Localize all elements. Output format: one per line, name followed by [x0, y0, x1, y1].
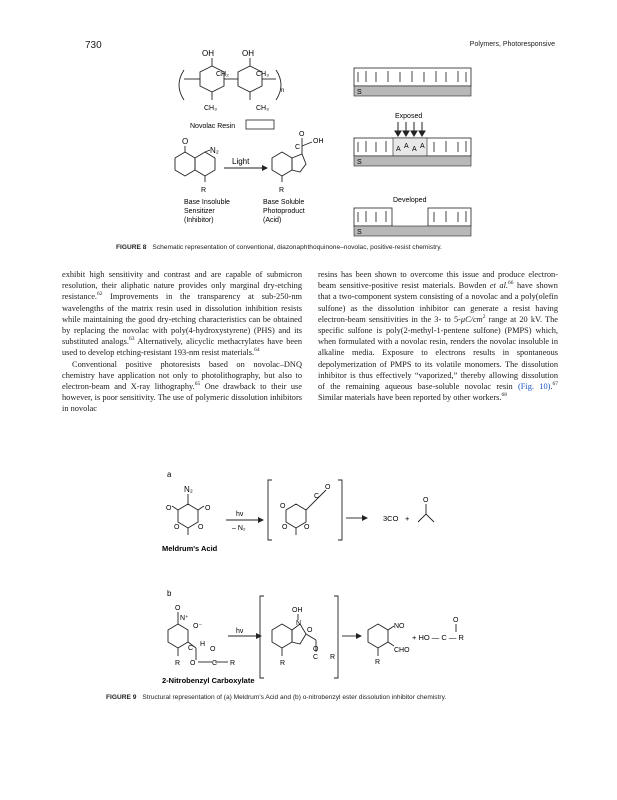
arrow-b2-head	[356, 633, 362, 639]
right-caption-3: (Acid)	[263, 217, 282, 224]
p3-text-e: Similar materials have been reported by other workers.	[318, 393, 502, 403]
nitro-o-carbonyl: O	[210, 646, 216, 653]
nitro-nplus: N⁺	[180, 615, 189, 622]
acid-oh: OH	[313, 138, 324, 145]
hv-b: hν	[236, 628, 244, 635]
figure-8-label: FIGURE 8	[116, 244, 147, 251]
intermediate-n: N	[296, 620, 302, 627]
nitroso-no: NO	[394, 623, 405, 630]
nitrobenzyl-structure	[168, 612, 228, 662]
bracket-a-right	[338, 480, 342, 540]
co-product: 3CO	[383, 514, 399, 523]
acid-marker-3: A	[412, 146, 417, 153]
nitro-c-ester: C	[212, 660, 218, 667]
running-title: Polymers, Photoresponsive	[469, 41, 555, 48]
bracket-a-left	[268, 480, 272, 540]
left-caption-3: (Inhibitor)	[184, 217, 214, 224]
nitroso-r: R	[375, 659, 381, 666]
novolac-label: Novolac Resin	[190, 123, 236, 130]
meldrum-o-1: O	[166, 505, 172, 512]
nitro-ominus: O⁻	[193, 623, 203, 630]
plus-sign: +	[405, 514, 410, 523]
ketene-o-1: O	[280, 503, 286, 510]
arrow-a2-head	[362, 515, 368, 521]
p3-text-c: range at 20 kV. The specific sulfone is poly(2-methyl-1-pentene sulfone) (PMPS) which, when formulated with a novolac resin, renders the novolac insoluble in alkaline media. Exposure to electrons results in spontaneous depolymerization of PMPS to its volatile monomers. The dissolution inhibitor is thus effectively “vaporized,” thereby allowing dissolution of the remaining aqueous base-soluble novolac resin	[318, 314, 558, 392]
intermediate-oh: OH	[292, 607, 303, 614]
acid-marker-2: A	[404, 143, 409, 150]
ch3-label-3: CH₃	[256, 105, 269, 112]
meldrum-o-3: O	[174, 524, 180, 531]
meldrum-label: Meldrum's Acid	[162, 544, 218, 553]
ketene-o-2: O	[325, 484, 331, 491]
oh-label-2: OH	[242, 49, 254, 58]
ref-65: 65	[194, 381, 201, 388]
bracket-b-right	[334, 596, 338, 678]
substrate-2: S	[357, 159, 362, 166]
p1-text-a: exhibit high sensitivity and contrast and are capable of submicron resolution, their aliphatic nature provides only marginal dry-etching resistance.	[62, 270, 302, 302]
intermediate-c: C	[313, 654, 319, 661]
oh-label-1: OH	[202, 49, 214, 58]
arrow-b-head	[256, 633, 262, 639]
dnq-o: O	[182, 137, 189, 146]
nitroso-aldehyde-structure	[368, 624, 394, 656]
p1-text-b: Improvements in the transparency at sub-250-nm wavelengths of the matrix resin used in dissolution inhibition resists while maintaining the good dry-etching characteristics can be obtained by replacing the novolac with poly(4-hydroxystyrene) (PHS) and its substituted analogs.	[62, 292, 302, 347]
ref-67: 67	[552, 381, 558, 388]
ref-64: 64	[254, 347, 260, 354]
bracket-b-left	[260, 596, 264, 678]
r-left: R	[201, 187, 207, 194]
ketene-c: C	[314, 493, 320, 500]
ketene-o-3: O	[282, 524, 288, 531]
arrow-a-head	[258, 517, 264, 523]
nitro-r-ring: R	[175, 660, 181, 667]
figure-10-link[interactable]: (Fig. 10)	[517, 382, 551, 392]
nitro-c: C	[188, 645, 194, 652]
intermediate-r-ring: R	[280, 660, 286, 667]
acid-marker-1: A	[396, 146, 401, 153]
ref-62: 62	[96, 291, 103, 298]
et-al: et al.	[489, 281, 508, 291]
minus-n2: – N₂	[232, 525, 246, 532]
figure-8-caption-text: Schematic representation of conventional, diazonaphthoquinone–novolac, positive-resist chemistry.	[152, 244, 442, 251]
ref-63: 63	[129, 336, 135, 343]
substrate-3: S	[357, 229, 362, 236]
exposed-label: Exposed	[395, 113, 423, 120]
acid-product: + HO — C — R	[412, 633, 464, 642]
aldehyde-cho: CHO	[394, 647, 410, 654]
nitro-o-top: O	[175, 605, 181, 612]
hv-a: hν	[236, 511, 244, 518]
panel-b-label: b	[167, 589, 172, 598]
right-caption-1: Base Soluble	[263, 199, 305, 206]
intermediate-o-2: O	[313, 646, 319, 653]
acid-o: O	[299, 131, 305, 138]
intermediate-o: O	[307, 627, 313, 634]
nitro-r-ester: R	[230, 660, 236, 667]
acetone-structure	[418, 504, 434, 522]
acid-product-o: O	[453, 617, 459, 624]
acid-c: C	[295, 144, 301, 151]
page-number: 730	[85, 40, 102, 51]
p3-text-b: have shown that a two-component system consisting of a novolac and a poly(olefin sulfone) as the dissolution inhibitor can generate a resist having electron-beam sensitivities in the 3- to 5-	[318, 281, 558, 324]
nitro-h: H	[200, 641, 206, 648]
r-right: R	[279, 187, 285, 194]
ch3-label-2: CH₃	[204, 105, 217, 112]
developed-label: Developed	[393, 197, 427, 204]
acid-marker-4: A	[420, 143, 425, 150]
figure-9-label: FIGURE 9	[106, 694, 137, 701]
ch2-label: CH₂	[216, 71, 229, 78]
acetone-o: O	[423, 497, 429, 504]
dnq-n2: N₂	[210, 146, 219, 155]
meldrum-n2: N₂	[184, 485, 193, 494]
light-label: Light	[232, 157, 250, 166]
p2-text-a: Conventional positive photoresists based on novolac–DNQ chemistry have application not only to photolithography, but also to electron-beam and X-ray lithography.	[62, 359, 302, 392]
nitro-label: 2-Nitrobenzyl Carboxylate	[162, 676, 255, 685]
intermediate-r: R	[330, 654, 336, 661]
unit-superscript: 2	[482, 314, 486, 321]
unit-text: μC/cm	[460, 314, 483, 324]
meldrum-o-4: O	[198, 524, 204, 531]
left-caption-2: Sensitizer	[184, 208, 215, 215]
p3-text-d: .	[550, 382, 553, 392]
figure-9-caption	[106, 694, 446, 701]
nitro-o-ester: O	[190, 660, 196, 667]
left-caption-1: Base Insoluble	[184, 199, 230, 206]
p2-text-b: One drawback to their use however, is poor sensitivity. The use of polymeric dissolution inhibitors in novolac	[62, 382, 302, 414]
substrate-1: S	[357, 89, 362, 96]
figure-9-caption-text: Structural representation of (a) Meldrum's Acid and (b) o-nitrobenzyl ester dissolution inhibitor chemistry.	[142, 694, 447, 701]
p3-text-a: resins has been shown to overcome this issue and produce electron-beam sensitive-positive resist materials. Bowden	[318, 270, 558, 291]
intermediate-structure	[272, 614, 316, 656]
ch3-label-1: CH₃	[256, 71, 269, 78]
right-caption-2: Photoproduct	[263, 208, 305, 215]
subscript-n: n	[281, 88, 285, 94]
ketene-o-4: O	[304, 524, 310, 531]
ref-68: 68	[501, 392, 507, 399]
meldrum-o-2: O	[205, 505, 211, 512]
panel-a-label: a	[167, 470, 172, 479]
ref-66: 66	[508, 280, 514, 287]
p1-text-c: Alternatively, alicyclic methacrylates have been used to develop etching-resistant 193-nm resist materials.	[62, 337, 302, 358]
